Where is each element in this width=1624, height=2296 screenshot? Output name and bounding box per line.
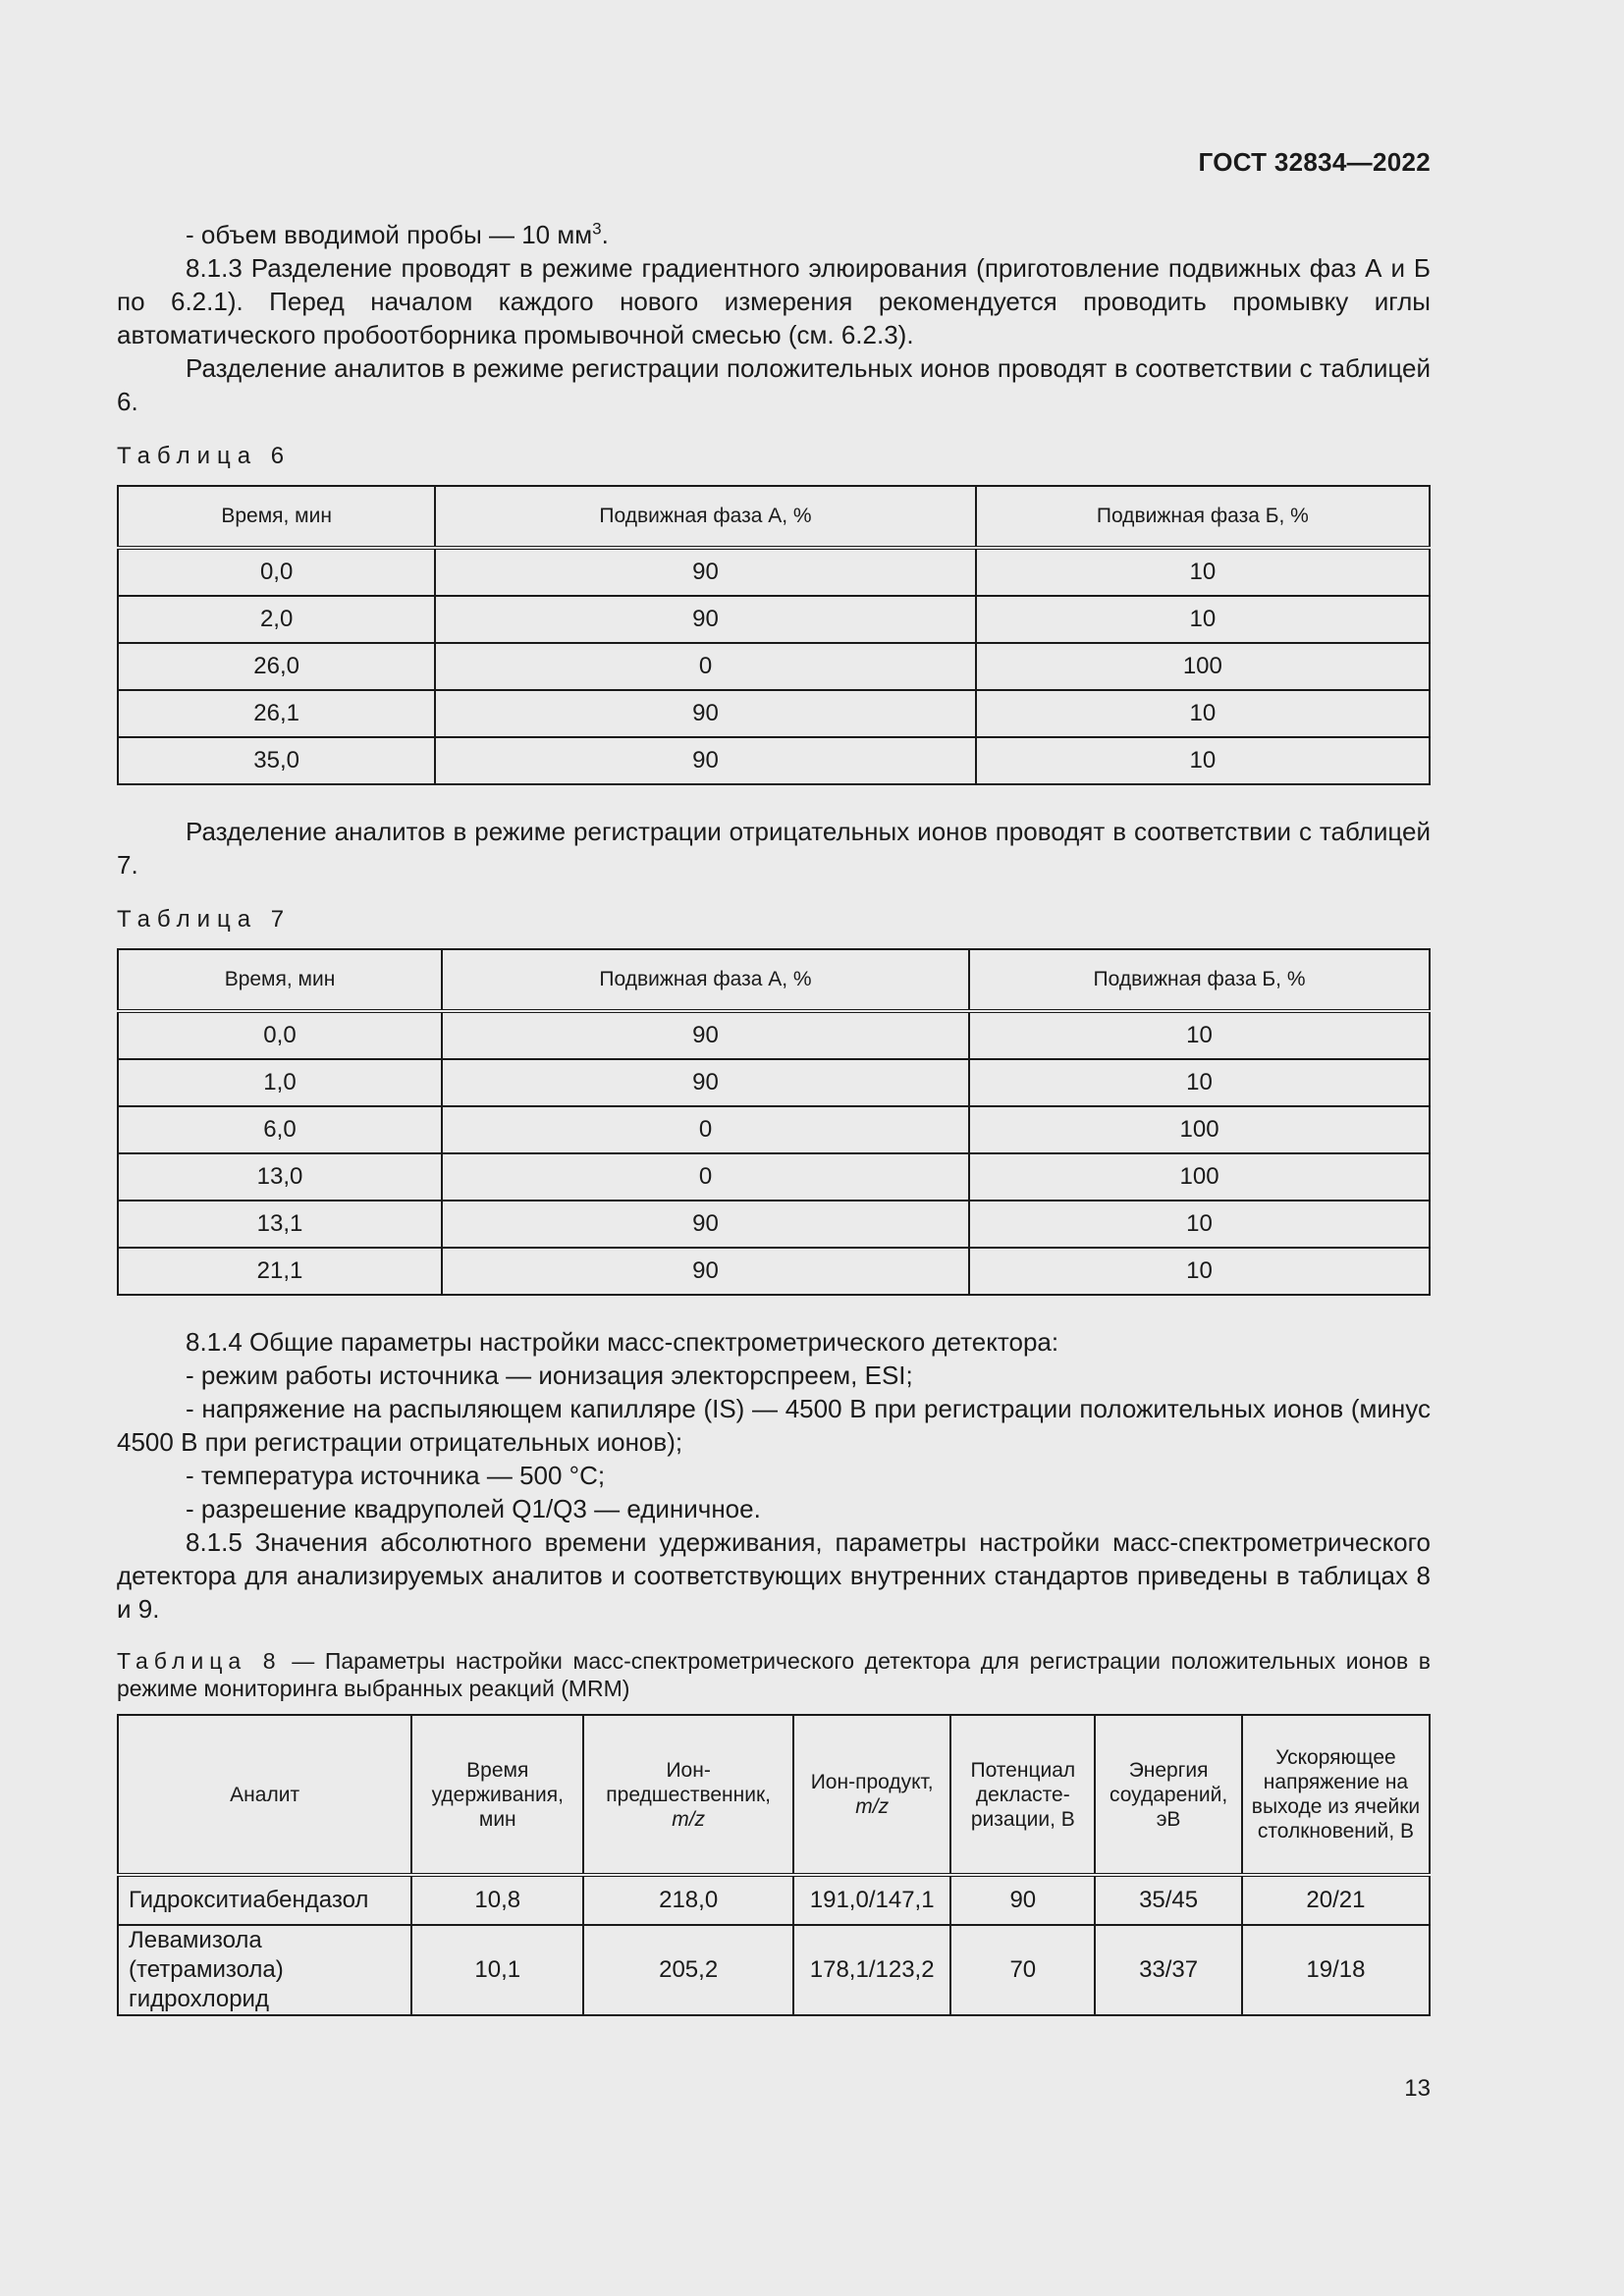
column-header-collision: Энергия соударений, эВ: [1095, 1715, 1242, 1875]
table-row: [118, 1059, 1430, 1106]
list-item-quadrupole-resolution: - разрешение квадруполей Q1/Q3 — единичное.: [186, 1494, 761, 1523]
table-row: [118, 1248, 1430, 1295]
table-row: [118, 737, 1430, 784]
table-row: [118, 1153, 1430, 1201]
table-cell: 100: [976, 643, 1430, 690]
table-cell: 10: [969, 1248, 1430, 1295]
table-cell: 0,0: [118, 1011, 442, 1059]
table-cell: 10,1: [411, 1925, 583, 2015]
table-cell: 1,0: [118, 1059, 442, 1106]
column-header-analyte: Аналит: [118, 1715, 411, 1875]
table-cell: 0,0: [118, 548, 435, 596]
table-cell: 2,0: [118, 596, 435, 643]
paragraph-positive-ions: Разделение аналитов в режиме регистрации положительных ионов проводят в соответствии с таблицей 6.: [117, 353, 1431, 416]
table-row: [118, 643, 1430, 690]
table-cell: 0: [442, 1153, 969, 1201]
table-cell: 90: [435, 548, 975, 596]
table-cell: 21,1: [118, 1248, 442, 1295]
table-cell: 26,0: [118, 643, 435, 690]
table-cell: 10: [969, 1201, 1430, 1248]
table-cell: 13,1: [118, 1201, 442, 1248]
column-header: Подвижная фаза Б, %: [976, 486, 1430, 548]
table-header-row: [118, 486, 1430, 548]
list-item-source-mode: - режим работы источника — ионизация электорспреем, ESI;: [186, 1361, 913, 1390]
column-header-precursor: Ион-предшественник, m/z: [583, 1715, 793, 1875]
table-cell: 90: [950, 1875, 1095, 1925]
paragraph-negative-ions: Разделение аналитов в режиме регистрации отрицательных ионов проводят в соответствии с таблицей 7.: [117, 817, 1431, 880]
table7-caption: Таблица 7: [117, 906, 292, 933]
table-cell: 90: [442, 1059, 969, 1106]
table-cell: 100: [969, 1153, 1430, 1201]
table-cell: 191,0/147,1: [793, 1875, 950, 1925]
table8-caption: Таблица 8 — Параметры настройки масс-спектрометрического детектора для регистрации положительных ионов в режиме мониторинга выбранных реакций (MRM): [117, 1648, 1431, 1701]
table-cell: 20/21: [1242, 1875, 1430, 1925]
table-cell: 13,0: [118, 1153, 442, 1201]
table-row: [118, 1925, 1430, 2015]
column-header-product: Ион-продукт, m/z: [793, 1715, 950, 1875]
column-header: Время, мин: [118, 949, 442, 1011]
table-row: [118, 1106, 1430, 1153]
table-8: [117, 1714, 1431, 2016]
table-row: [118, 690, 1430, 737]
table-7: [117, 948, 1431, 1296]
table-row: [118, 548, 1430, 596]
table-cell: 90: [442, 1248, 969, 1295]
table-cell: 90: [442, 1201, 969, 1248]
table-row: [118, 1875, 1430, 1925]
table-cell: 33/37: [1095, 1925, 1242, 2015]
column-header-cxp: Ускоряющее напряжение на выходе из ячейки столкновений, В: [1242, 1715, 1430, 1875]
paragraph-8-1-5: 8.1.5 Значения абсолютного времени удерживания, параметры настройки масс-спектрометрического детектора для анализируемых аналитов и соответствующих внутренних стандартов приведены в таблицах 8 и 9.: [117, 1527, 1431, 1624]
table-row: [118, 1011, 1430, 1059]
superscript: 3: [592, 219, 602, 239]
table-row: [118, 1201, 1430, 1248]
table-cell: 10: [976, 737, 1430, 784]
page-content: [117, 218, 1431, 2016]
list-item-source-temperature: - температура источника — 500 °С;: [186, 1461, 606, 1490]
table-cell: 10: [976, 690, 1430, 737]
table-cell: 10: [969, 1011, 1430, 1059]
table-cell: 90: [435, 596, 975, 643]
table6-caption: Таблица 6: [117, 443, 292, 469]
list-item-capillary-voltage: - напряжение на распыляющем капилляре (IS) — 4500 В при регистрации положительных ионов (минус 4500 В при регистрации отрицательных ионов);: [117, 1394, 1431, 1457]
table-cell: 90: [435, 737, 975, 784]
table-cell: 10: [976, 596, 1430, 643]
table-cell: 35,0: [118, 737, 435, 784]
table-cell: Гидрокситиабендазол: [118, 1875, 411, 1925]
table-cell: 10,8: [411, 1875, 583, 1925]
paragraph-sample-volume: - объем вводимой пробы — 10 $мм^3$.: [186, 219, 609, 249]
page-number: 13: [1404, 2075, 1431, 2102]
table-header-row: [118, 1715, 1430, 1875]
document-id: ГОСТ 32834—2022: [1198, 147, 1431, 177]
paragraph-8-1-3: 8.1.3 Разделение проводят в режиме градиентного элюирования (приготовление подвижных фаз А и Б по 6.2.1). Перед началом каждого нового измерения рекомендуется проводить промывку иглы автоматического пробоотборника промывочной смесью (см. 6.2.3).: [117, 253, 1431, 349]
table-cell: Левамизола (тетрамизола) гидрохлорид: [118, 1925, 411, 2015]
table-cell: 100: [969, 1106, 1430, 1153]
table-cell: 90: [442, 1011, 969, 1059]
column-header-declustering: Потенциал декласте-ризации, В: [950, 1715, 1095, 1875]
table-cell: 205,2: [583, 1925, 793, 2015]
table-cell: 70: [950, 1925, 1095, 2015]
column-header: Подвижная фаза А, %: [435, 486, 975, 548]
paragraph-8-1-4: 8.1.4 Общие параметры настройки масс-спектрометрического детектора:: [186, 1327, 1059, 1357]
table-cell: 19/18: [1242, 1925, 1430, 2015]
table-cell: 26,1: [118, 690, 435, 737]
column-header-retention: Время удерживания, мин: [411, 1715, 583, 1875]
table-cell: 0: [435, 643, 975, 690]
table-cell: 90: [435, 690, 975, 737]
column-header: Подвижная фаза Б, %: [969, 949, 1430, 1011]
table-cell: 35/45: [1095, 1875, 1242, 1925]
column-header: Время, мин: [118, 486, 435, 548]
table-6: [117, 485, 1431, 785]
table-cell: 6,0: [118, 1106, 442, 1153]
table-row: [118, 596, 1430, 643]
table-cell: 10: [976, 548, 1430, 596]
column-header: Подвижная фаза А, %: [442, 949, 969, 1011]
table-header-row: [118, 949, 1430, 1011]
table-cell: 10: [969, 1059, 1430, 1106]
table-cell: 218,0: [583, 1875, 793, 1925]
table-cell: 178,1/123,2: [793, 1925, 950, 2015]
table-cell: 0: [442, 1106, 969, 1153]
